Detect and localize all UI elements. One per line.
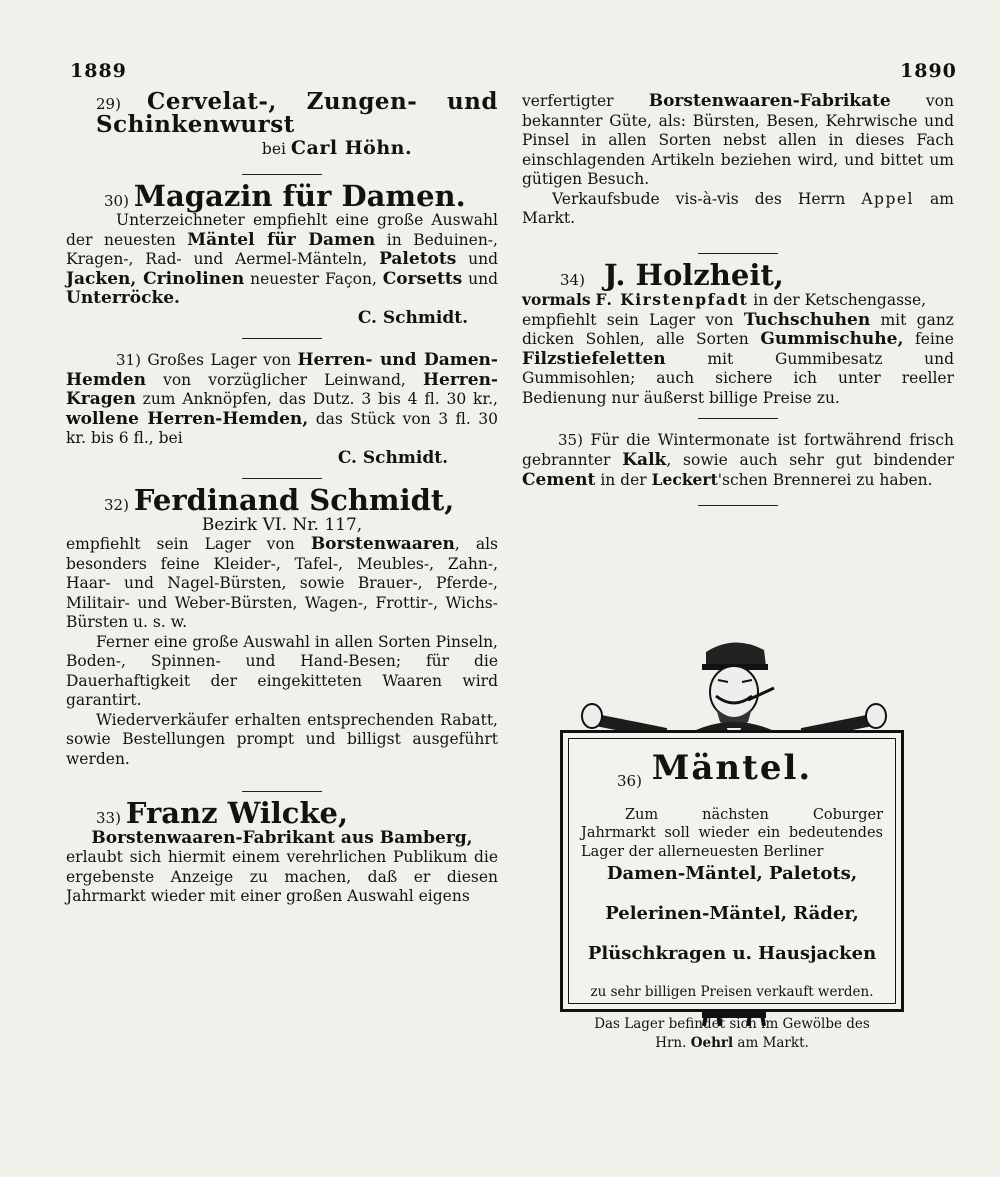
ad-number: 33) xyxy=(96,809,121,827)
ad-text: mit Gummibesatz und Gummisohlen; auch sichere ich unter reeller Bedienung nur äußerst billige Preise zu. xyxy=(522,349,954,407)
ad-bold-text: Leckert xyxy=(651,470,718,489)
ad-text: von vorzüglicher Leinwand, xyxy=(163,370,406,389)
ad-text: verfertigter xyxy=(522,92,614,110)
ad-subtitle: Bezirk VI. Nr. 117, xyxy=(201,514,363,535)
ad-seller: C. Schmidt. xyxy=(337,447,448,468)
ad-title: Franz Wilcke, xyxy=(125,796,349,830)
ad-text: und xyxy=(468,269,498,288)
ad-text: am Markt. xyxy=(522,189,954,227)
ad-subtitle: Borstenwaaren-Fabrikant aus Bamberg, xyxy=(91,827,473,848)
ad-bold-text: Gummischuhe, xyxy=(760,329,904,349)
ad-text: mit ganz dicken Sohlen, alle Sorten xyxy=(522,310,954,348)
page-number-right: 1890 xyxy=(900,60,957,82)
ad-number: 36) xyxy=(617,771,642,790)
ad-seller: C. Schmidt. xyxy=(357,307,468,328)
ad-number: 30) xyxy=(104,191,129,210)
ad-text: empfiehlt sein Lager von xyxy=(522,310,734,329)
ad-text: zu sehr billigen Preisen verkauft werden. xyxy=(590,984,874,1000)
ad-29 xyxy=(66,88,498,160)
ad-text: am Markt. xyxy=(737,1034,809,1051)
ad-bold-text: wollene Herren-Hemden, xyxy=(66,408,309,429)
ad-number: 34) xyxy=(560,270,585,289)
ad-bold-text: Damen-Mäntel, Paletots, xyxy=(606,863,858,884)
ad-34 xyxy=(522,257,954,409)
ad-title: Magazin für Damen. xyxy=(133,178,466,213)
ad-text: erlaubt sich hiermit einem verehrlichen Publikum die ergebenste Anzeige zu machen, daß er diesen Jahrmarkt wieder mit einer großen Auswahl eigens xyxy=(66,848,498,905)
ad-35 xyxy=(522,431,954,491)
left-column xyxy=(66,88,499,907)
ad-bold-text: Herren- und Damen-Hemden xyxy=(66,350,498,390)
ad-text: in Beduinen-, Kragen-, Rad- und Aermel-Mänteln, xyxy=(66,230,498,268)
ad-text: Ferner eine große Auswahl in allen Sorten Pinseln, Boden-, Spinnen- und Hand-Besen; für die Dauerhaftigkeit der eingekitteten Waaren wird garantirt. xyxy=(66,632,498,709)
ad-32 xyxy=(66,483,498,769)
ad-33-continued xyxy=(522,92,954,229)
separator-rule xyxy=(698,418,778,419)
ad-text: , als besonders feine Kleider-, Tafel-, Meubles-, Zahn-, Haar- und Nagel-Bürsten, sowie Brauer-, Pferde-, Militair- und Weber-Bürsten, Wagen-, Frottir-, Wichs-Bürsten u. s. w. xyxy=(66,535,498,631)
ad-text: in der Ketschengasse, xyxy=(753,291,927,309)
ad-spaced-name: Appel xyxy=(861,189,915,208)
ad-text: vormals xyxy=(522,290,591,309)
ad-36 xyxy=(577,748,887,1052)
separator-rule xyxy=(242,478,322,479)
ad-text: feine xyxy=(914,330,954,348)
ad-text: 'schen Brennerei zu haben. xyxy=(717,471,933,489)
ad-text: Großes Lager von xyxy=(147,351,292,369)
ad-seller: Carl Höhn. xyxy=(290,137,413,159)
separator-rule xyxy=(698,505,778,506)
ad-31 xyxy=(66,351,498,468)
ad-bold-text: Borstenwaaren-Fabrikate xyxy=(648,91,891,111)
ad-bold-text: Tuchschuhen xyxy=(743,309,871,330)
separator-rule xyxy=(242,791,322,792)
ad-text: Wiederverkäufer erhalten entsprechenden Rabatt, sowie Bestellungen prompt und billigst ausgeführt werden. xyxy=(66,710,498,768)
ad-bold-text: Oehrl xyxy=(690,1034,734,1051)
ad-bold-text: Unterröcke. xyxy=(66,288,180,308)
ad-text: Das Lager befindet sich im Gewölbe des Hrn. xyxy=(594,1016,870,1051)
ad-bold-text: Kalk xyxy=(622,449,667,470)
ad-text: , sowie auch sehr gut bindender xyxy=(666,450,954,469)
mantel-sign xyxy=(560,730,904,1051)
ad-title: Cervelat-, Zungen- und Schinkenwurst xyxy=(96,88,498,138)
ad-bold-text: Borstenwaaren xyxy=(310,534,455,554)
ad-text: neuester Façon, xyxy=(250,269,377,288)
ad-33 xyxy=(66,796,498,907)
ad-text: in der xyxy=(600,471,647,489)
ad-bold-text: Cement xyxy=(522,470,596,490)
ad-number: 32) xyxy=(104,496,129,514)
ad-bold-text: Paletots xyxy=(379,249,457,269)
ad-text: Verkaufsbude vis-à-vis des Herrn xyxy=(552,189,846,208)
ad-bold-text: Jacken, Crinolinen xyxy=(66,268,245,289)
ad-bold-text: Corsetts xyxy=(382,268,463,289)
ad-title: J. Holzheit, xyxy=(603,257,784,292)
ad-number: 29) xyxy=(96,95,121,113)
separator-rule xyxy=(698,253,778,254)
ad-bold-text: Pelerinen-Mäntel, Räder, xyxy=(605,903,859,924)
ad-text: Für die Wintermonate ist fortwährend frisch gebrannter xyxy=(522,431,954,469)
ad-number: 35) xyxy=(558,431,583,449)
ad-text: von bekannter Güte, als: Bürsten, Besen, Kehrwische und Pinsel in allen Sorten nebst allen in dieses Fach einschlagenden Artikeln beziehen wird, und bittet um gütigen Besuch. xyxy=(522,92,954,188)
ad-text: Zum nächsten Coburger Jahrmarkt soll wieder ein bedeutendes Lager der allerneuesten Berliner xyxy=(581,806,883,860)
ad-text: empfiehlt sein Lager von xyxy=(66,535,295,553)
ad-bold-text: Plüschkragen u. Hausjacken xyxy=(587,943,877,964)
page-number-left: 1889 xyxy=(70,60,127,82)
right-column xyxy=(522,92,954,518)
ad-text: zum Anknöpfen, das Dutz. 3 bis 4 fl. 30 kr., xyxy=(142,390,498,408)
ad-title: Ferdinand Schmidt, xyxy=(133,483,455,517)
ad-title: Mäntel. xyxy=(651,748,813,788)
ad-number: 31) xyxy=(116,351,141,369)
ad-bold-text: Mäntel für Damen xyxy=(187,229,376,250)
ad-30 xyxy=(66,178,498,329)
separator-rule xyxy=(242,174,322,175)
separator-rule xyxy=(242,338,322,339)
ad-text: und xyxy=(468,250,498,268)
ad-spaced-name: F. Kirstenpfadt xyxy=(595,290,749,309)
ad-text: Unterzeichneter empfiehlt eine große Auswahl der neuesten xyxy=(66,211,498,249)
ad-bold-text: Filzstiefeletten xyxy=(522,348,666,369)
ad-bold-text: Herren-Kragen xyxy=(66,369,498,409)
ad-text: bei xyxy=(261,140,286,158)
ad-text: das Stück von 3 fl. 30 kr. bis 6 fl., bei xyxy=(66,409,499,447)
